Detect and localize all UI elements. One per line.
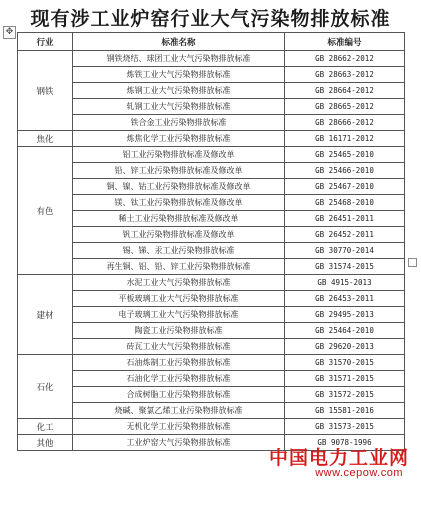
table-row — [18, 243, 405, 259]
standard-code-cell: GB 31572-2015 — [285, 387, 405, 403]
page-title: 现有涉工业炉窑行业大气污染物排放标准 — [30, 8, 391, 30]
standard-code-cell: GB 4915-2013 — [285, 275, 405, 291]
table-row — [18, 259, 405, 275]
watermark-url: www.cepow.com — [315, 467, 403, 479]
standard-code-cell: GB 25468-2010 — [285, 195, 405, 211]
industry-cell: 石化 — [18, 355, 73, 419]
table-row — [18, 371, 405, 387]
table-row — [18, 275, 405, 291]
standard-code-cell: GB 25465-2010 — [285, 147, 405, 163]
table-move-handle-icon[interactable]: ✥ — [3, 26, 16, 39]
industry-cell: 有色 — [18, 147, 73, 275]
table-header-row — [18, 33, 405, 51]
standard-code-cell: GB 29620-2013 — [285, 339, 405, 355]
standard-name-cell: 再生铜、铝、铅、锌工业污染物排放标准 — [73, 259, 285, 275]
standard-code-cell: GB 26451-2011 — [285, 211, 405, 227]
standard-code-cell: GB 9078-1996 — [285, 435, 405, 451]
standard-name-cell: 铅、锌工业污染物排放标准及修改单 — [73, 163, 285, 179]
table-row — [18, 211, 405, 227]
table-row — [18, 419, 405, 435]
standard-name-cell: 石油化学工业污染物排放标准 — [73, 371, 285, 387]
table-row — [18, 339, 405, 355]
standard-code-cell: GB 28664-2012 — [285, 83, 405, 99]
standard-name-cell: 轧钢工业大气污染物排放标准 — [73, 99, 285, 115]
standard-code-cell: GB 28666-2012 — [285, 115, 405, 131]
standard-code-cell: GB 31571-2015 — [285, 371, 405, 387]
standard-name-cell: 钢铁烧结、球团工业大气污染物排放标准 — [73, 51, 285, 67]
standard-code-cell: GB 25464-2010 — [285, 323, 405, 339]
table-row — [18, 51, 405, 67]
standard-name-cell: 钒工业污染物排放标准及修改单 — [73, 227, 285, 243]
standard-name-cell: 工业炉窑大气污染物排放标准 — [73, 435, 285, 451]
standard-code-cell: GB 31573-2015 — [285, 419, 405, 435]
standard-name-cell: 铜、镍、钴工业污染物排放标准及修改单 — [73, 179, 285, 195]
standard-name-cell: 陶瓷工业污染物排放标准 — [73, 323, 285, 339]
table-row — [18, 83, 405, 99]
watermark-site-name: 中国电力工业网 — [268, 447, 409, 469]
standard-code-cell: GB 15581-2016 — [285, 403, 405, 419]
standard-code-cell: GB 31574-2015 — [285, 259, 405, 275]
standard-name-cell: 锡、锑、汞工业污染物排放标准 — [73, 243, 285, 259]
table-row — [18, 403, 405, 419]
header-industry: 行业 — [18, 33, 73, 51]
table-row — [18, 355, 405, 371]
industry-cell: 焦化 — [18, 131, 73, 147]
table-row — [18, 195, 405, 211]
standard-name-cell: 铝工业污染物排放标准及修改单 — [73, 147, 285, 163]
standard-code-cell: GB 25467-2010 — [285, 179, 405, 195]
table-row — [18, 99, 405, 115]
standard-name-cell: 石油炼制工业污染物排放标准 — [73, 355, 285, 371]
table-row — [18, 387, 405, 403]
standard-name-cell: 稀土工业污染物排放标准及修改单 — [73, 211, 285, 227]
standard-code-cell: GB 26453-2011 — [285, 291, 405, 307]
table-row — [18, 115, 405, 131]
standard-name-cell: 烧碱、聚氯乙烯工业污染物排放标准 — [73, 403, 285, 419]
standard-code-cell: GB 16171-2012 — [285, 131, 405, 147]
standard-name-cell: 铁合金工业污染物排放标准 — [73, 115, 285, 131]
industry-cell: 化工 — [18, 419, 73, 435]
table-row — [18, 131, 405, 147]
table-row — [18, 323, 405, 339]
table-resize-handle[interactable] — [408, 258, 417, 267]
standard-code-cell: GB 30770-2014 — [285, 243, 405, 259]
table-row — [18, 163, 405, 179]
table-row — [18, 435, 405, 451]
industry-cell: 钢铁 — [18, 51, 73, 131]
standard-name-cell: 合成树脂工业污染物排放标准 — [73, 387, 285, 403]
standard-code-cell: GB 28662-2012 — [285, 51, 405, 67]
table-row — [18, 67, 405, 83]
standard-code-cell: GB 28665-2012 — [285, 99, 405, 115]
standard-code-cell: GB 25466-2010 — [285, 163, 405, 179]
standard-code-cell: GB 26452-2011 — [285, 227, 405, 243]
standard-name-cell: 平板玻璃工业大气污染物排放标准 — [73, 291, 285, 307]
header-standard-code: 标准编号 — [285, 33, 405, 51]
standard-name-cell: 无机化学工业污染物排放标准 — [73, 419, 285, 435]
table-row — [18, 179, 405, 195]
standard-name-cell: 电子玻璃工业大气污染物排放标准 — [73, 307, 285, 323]
standard-name-cell: 砖瓦工业大气污染物排放标准 — [73, 339, 285, 355]
standard-name-cell: 炼焦化学工业污染物排放标准 — [73, 131, 285, 147]
industry-cell: 其他 — [18, 435, 73, 451]
standard-name-cell: 水泥工业大气污染物排放标准 — [73, 275, 285, 291]
standard-name-cell: 镁、钛工业污染物排放标准及修改单 — [73, 195, 285, 211]
table-row — [18, 307, 405, 323]
standard-code-cell: GB 31570-2015 — [285, 355, 405, 371]
standard-name-cell: 炼铁工业大气污染物排放标准 — [73, 67, 285, 83]
table-row — [18, 291, 405, 307]
header-standard-name: 标准名称 — [73, 33, 285, 51]
standard-code-cell: GB 28663-2012 — [285, 67, 405, 83]
standard-name-cell: 炼钢工业大气污染物排放标准 — [73, 83, 285, 99]
industry-cell: 建材 — [18, 275, 73, 355]
table-row — [18, 147, 405, 163]
table-row — [18, 227, 405, 243]
standards-table — [17, 32, 405, 451]
standard-code-cell: GB 29495-2013 — [285, 307, 405, 323]
